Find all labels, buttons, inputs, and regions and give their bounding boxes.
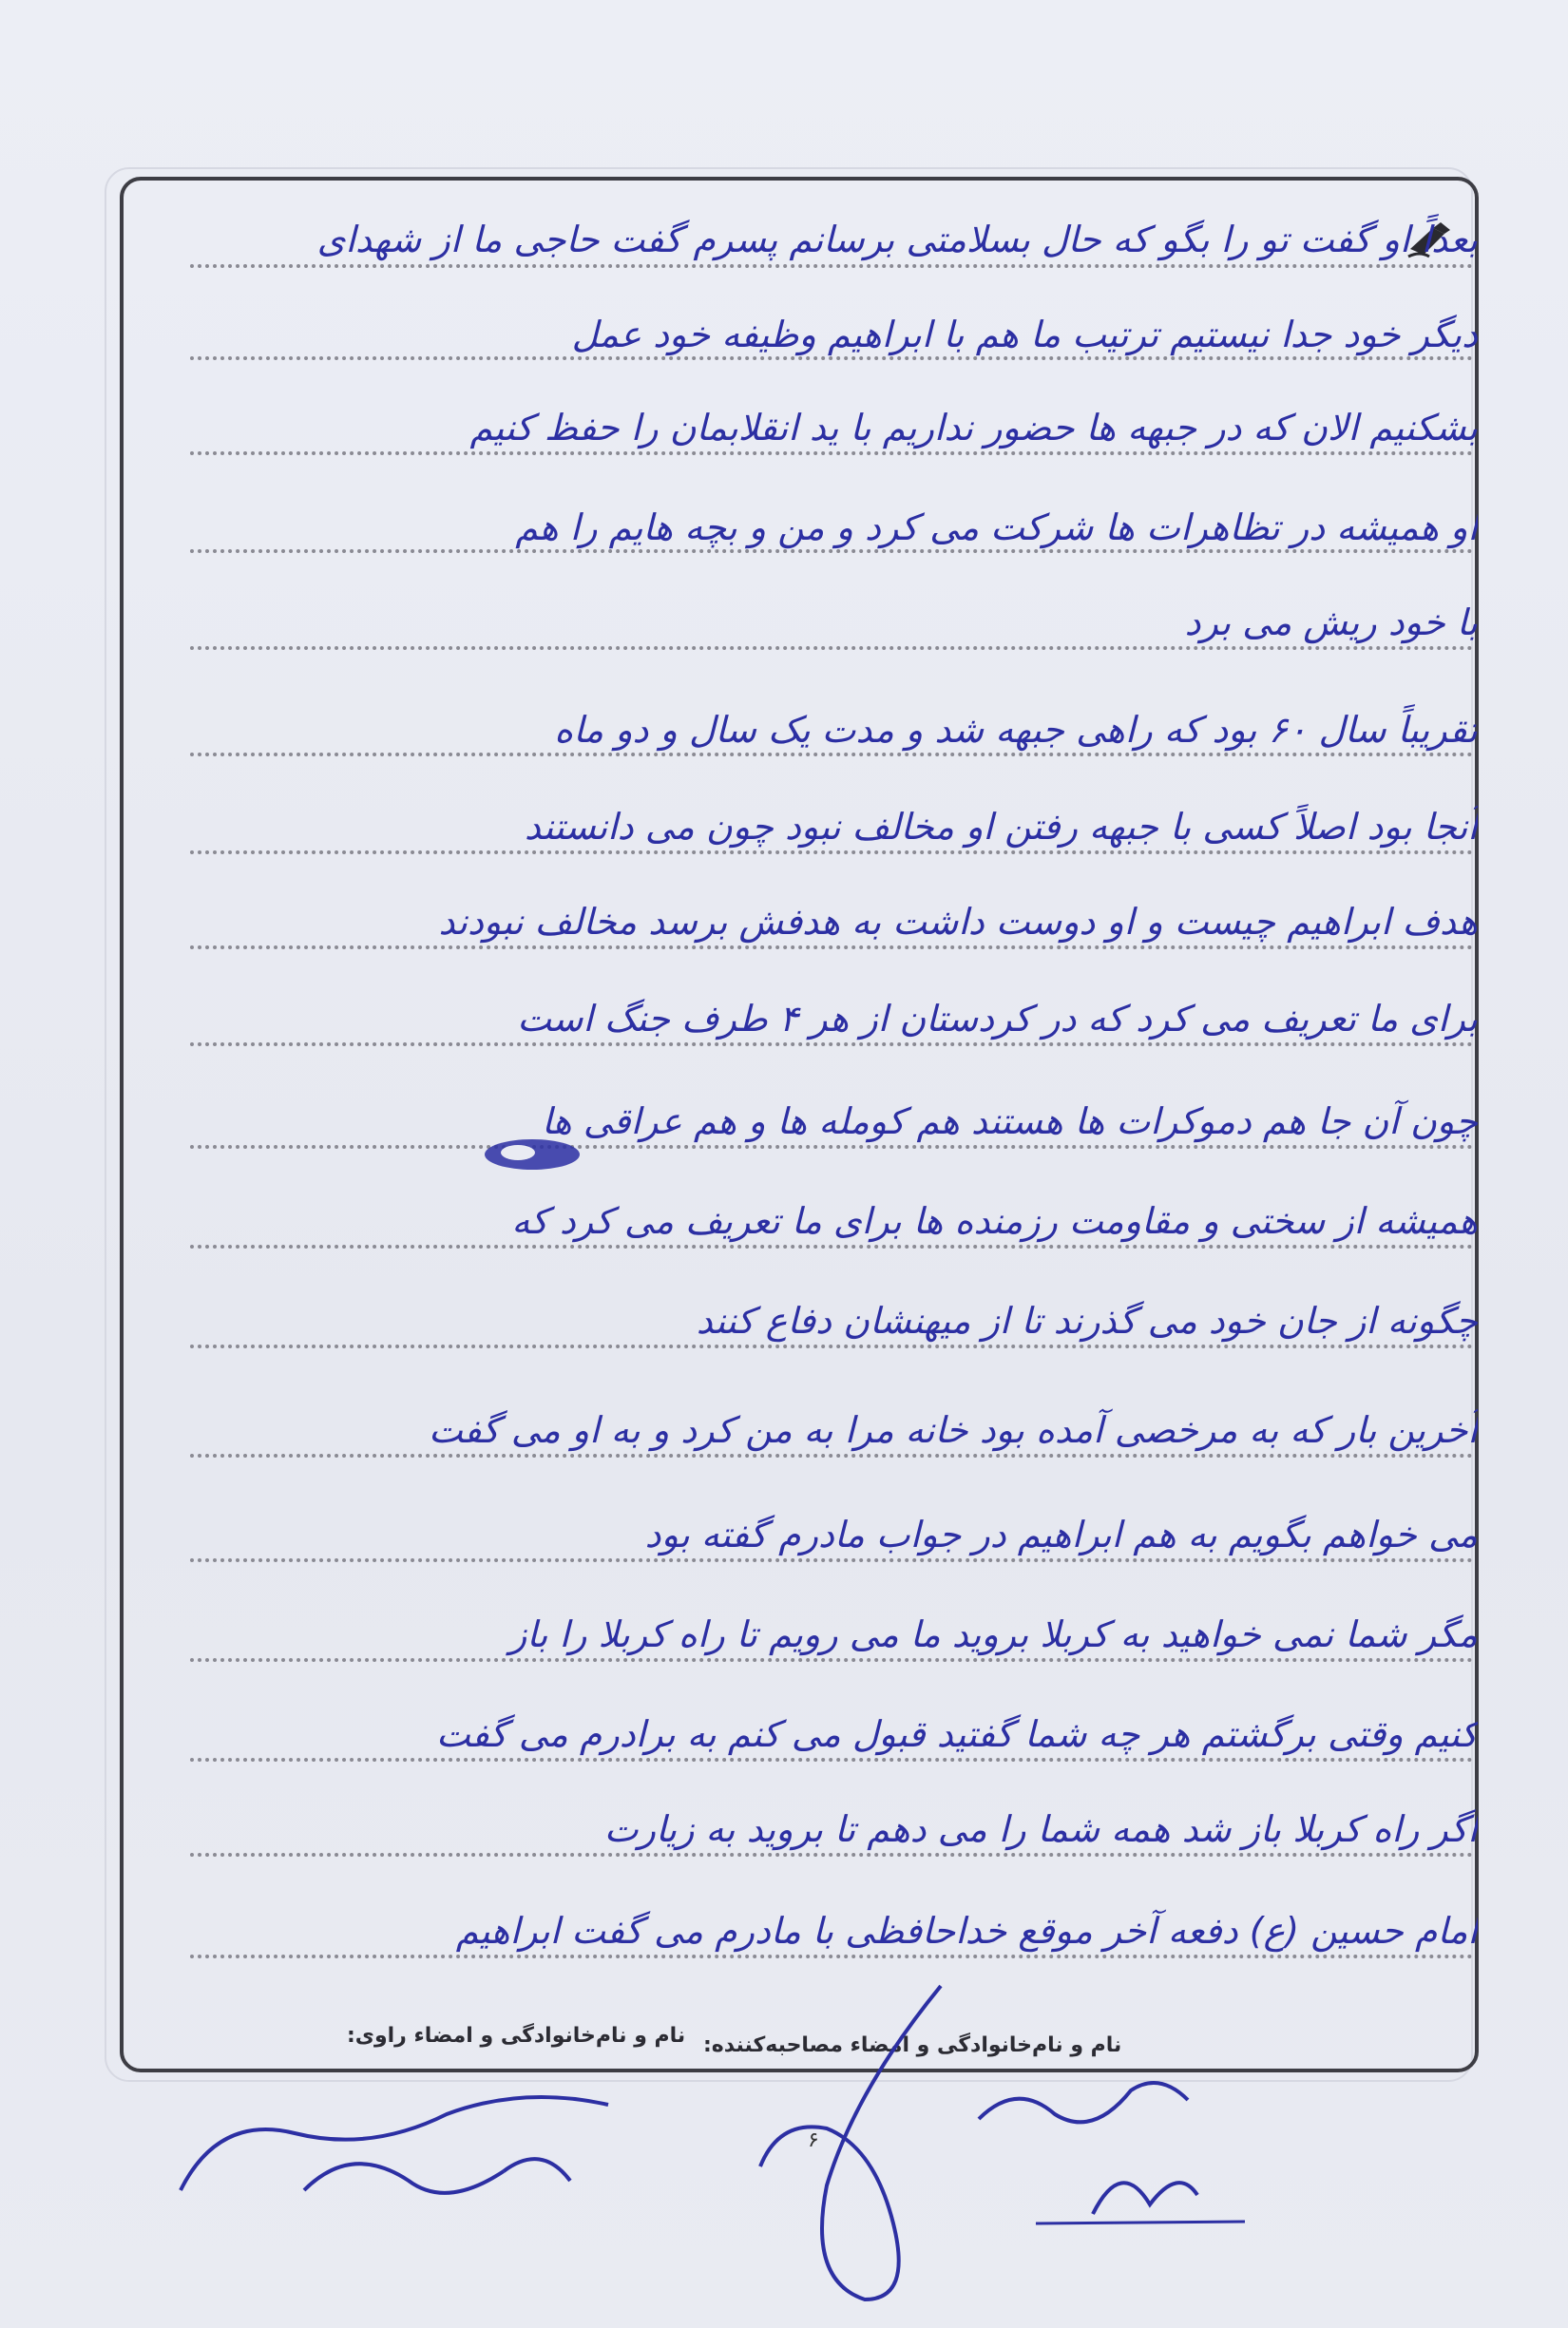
handwritten-line: می خواهم بگویم به هم ابراهیم در جواب مادرم گفته بود (644, 1514, 1478, 1555)
handwritten-line: او همیشه در تظاهرات ها شرکت می کرد و من و بچه هایم را هم (515, 506, 1478, 548)
handwritten-line: بشکنیم الان که در جبهه ها حضور نداریم با ید انقلابمان را حفظ کنیم (469, 407, 1478, 448)
narrator-initials-signature (1026, 2138, 1264, 2242)
handwritten-line: امام حسین (ع) دفعه آخر موقع خداحافظی با مادرم می گفت ابراهیم (455, 1910, 1478, 1952)
handwritten-line: هدف ابراهیم چیست و او دوست داشت به هدفش برسد مخالف نبودند (438, 901, 1478, 943)
handwritten-line: آخرین بار که به مرخصی آمده بود خانه مرا به من کرد و به او می گفت (428, 1409, 1478, 1451)
handwritten-line: آنجا بود اصلاً کسی با جبهه رفتن او مخالف نبود چون می دانستند (524, 806, 1478, 848)
handwritten-line: چگونه از جان خود می گذرند تا از میهنشان دفاع کنند (696, 1300, 1478, 1342)
handwritten-line: دیگر خود جدا نیستیم ترتیب ما هم با ابراهیم وظیفه خود عمل (571, 314, 1478, 355)
interviewer-signature (969, 2062, 1197, 2147)
ink-correction-blot (480, 1135, 584, 1174)
handwritten-line: کنیم وقتی برگشتم هر چه شما گفتید قبول می کنم به برادرم می گفت (436, 1713, 1478, 1755)
handwritten-line: همیشه از سختی و مقاومت رزمنده ها برای ما تعریف می کرد که (511, 1200, 1478, 1242)
handwritten-line: بعداً او گفت تو را بگو که حال بسلامتی برسانم پسرم گفت حاجی ما از شهدای (316, 219, 1478, 260)
handwritten-line: اگر راه کربلا باز شد همه شما را می دهم تا بروید به زیارت (603, 1808, 1478, 1850)
handwritten-line: با خود ریش می برد (1184, 601, 1478, 643)
interviewer-signature-label: نام و نام‌خانوادگی و امضاء مصاحبه‌کننده: (703, 2033, 1122, 2057)
handwritten-line: مگر شما نمی خواهید به کربلا بروید ما می رویم تا راه کربلا را باز (508, 1613, 1478, 1655)
page-number: ۶ (808, 2128, 819, 2152)
handwritten-line: برای ما تعریف می کرد که در کردستان از هر ۴ طرف جنگ است (517, 998, 1478, 1040)
handwritten-line: چون آن جا هم دموکرات ها هستند هم کومله ها و هم عراقی ها (542, 1100, 1478, 1142)
handwritten-line: تقریباً سال ۶۰ بود که راهی جبهه شد و مدت یک سال و دو ماه (554, 709, 1478, 751)
narrator-signature (162, 2076, 656, 2228)
interviewer-signature-loop (741, 1976, 988, 2318)
narrator-signature-label: نام و نام‌خانوادگی و امضاء راوی: (347, 2024, 686, 2048)
